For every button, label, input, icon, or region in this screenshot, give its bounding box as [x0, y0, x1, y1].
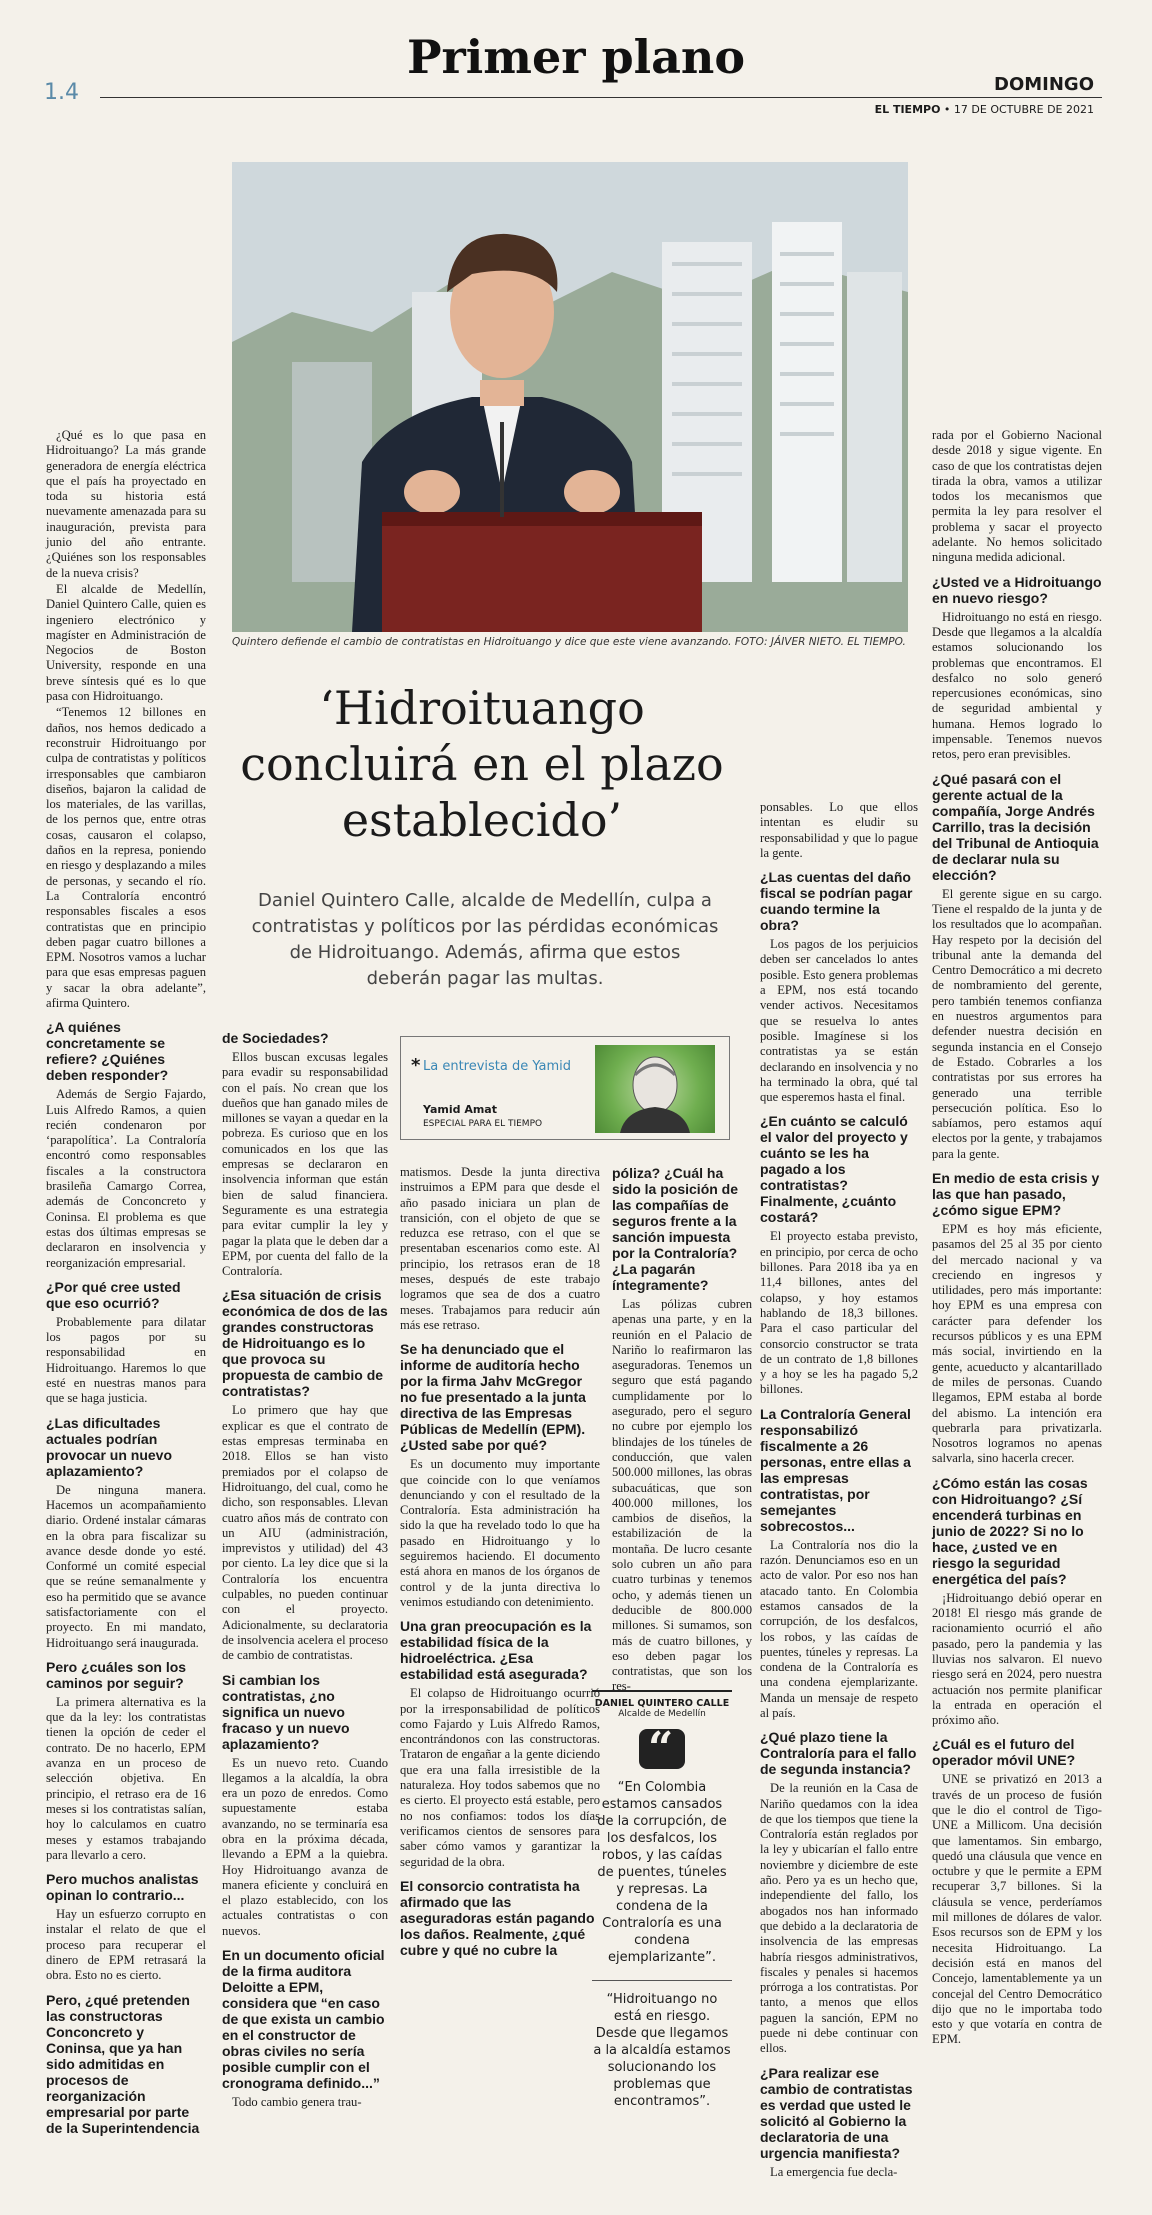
answer: El proyecto estaba previsto, en principio, por cerca de ocho billones. Para 2018 iba ya en 11,4 billones, antes del colapso, y hoy estamos hablando de 18,3 billones. Para el caso particular del consorcio constructor se trata de un contrato de 1,8 billones y a hoy se les ha pagado 5,2 billones.: [760, 1229, 918, 1397]
question: ¿A quiénes concretamente se refiere? ¿Quiénes deben responder?: [46, 1019, 169, 1084]
question: ¿Qué pasará con el gerente actual de la compañía, Jorge Andrés Carrillo, tras la decisión del Tribunal de Antioquia de declarar nula su elección?: [932, 770, 1099, 883]
answer: Es un nuevo reto. Cuando llegamos a la alcaldía, la obra era un pozo de enredos. Como supuestamente estaba avanzando, no se terminaría esa obra en la próxima década, llevando a EPM a la quiebra. Hoy Hidroituango avanza de manera eficiente y concluirá en el plazo establecido, con los actuales contratistas o con nuevos.: [222, 1755, 388, 1938]
question: El consorcio contratista ha afirmado que las aseguradoras están pagando los daños. Realmente, ¿qué cubre y qué no cubre la: [400, 1877, 595, 1958]
quote-divider: [592, 1980, 732, 1981]
answer: El colapso de Hidroituango ocurrió por la irresponsabilidad de políticos como Fajardo y Luis Alfredo Ramos, encontrándonos con las constructoras. Trataron de engañar a la gente diciendo que era una falla irresistible de la naturaleza. Hoy todos sabemos que no es cierto. El proyecto está estable, pero no nos confiamos: todos los días verificamos cientos de sensores para saber cómo vamos y garantizar la seguridad de la obra.: [400, 1686, 600, 1869]
intro-paragraph: “Tenemos 12 billones en daños, nos hemos dedicado a reconstruir Hidroituango por culpa de contratistas y políticos irresponsables que cambiaron diseños, bajaron la calidad de los materiales, de las varillas, de los pernos que, entre otras cosas, causaron el colapso, daños en la represa, poniendo en riesgo y desplazando a miles de personas, y secando el río. La Contraloría encontró responsables fiscales a esos contratistas que en principio deben pagar cuatro billones a EPM. Nosotros vamos a luchar para que esas empresas paguen y sacar la obra adelante”, afirma Quintero.: [46, 705, 206, 1010]
question: ¿Qué plazo tiene la Contraloría para el fallo de segunda instancia?: [760, 1729, 917, 1778]
question: En medio de esta crisis y las que han pasado, ¿cómo sigue EPM?: [932, 1169, 1100, 1218]
question: ¿Las cuentas del daño fiscal se podrían pagar cuando termine la obra?: [760, 869, 913, 934]
date-label: 17 DE OCTUBRE DE 2021: [953, 103, 1094, 116]
question: de Sociedades?: [222, 1030, 329, 1046]
quote-mark-icon: [639, 1729, 685, 1769]
deck: Daniel Quintero Calle, alcalde de Medellín, culpa a contratistas y políticos por las pérdidas económicas de Hidroituango. Además, afirma que estos deberán pagar las multas.: [251, 890, 719, 989]
main-photo: [232, 162, 908, 632]
question: ¿Cómo están las cosas con Hidroituango? ¿Sí encenderá turbinas en junio de 2022? Si no lo hace, ¿usted ve en riesgo la seguridad energética del país?: [932, 1474, 1088, 1587]
question: Pero, ¿qué pretenden las constructoras Conconcreto y Coninsa, que ya han sido admitidas en procesos de reorganización empresarial por parte de la Superintendencia: [46, 1991, 200, 2136]
portrait-illustration: [595, 1045, 715, 1133]
question: póliza? ¿Cuál ha sido la posición de las compañías de seguros frente a la sanción impuesta por la Contraloría? ¿La pagarán íntegramente?: [612, 1165, 739, 1293]
day-label: DOMINGO: [994, 74, 1094, 95]
headline: ‘Hidroituango concluirá en el plazo establecido’: [240, 681, 724, 847]
pull-quote-box: [592, 1690, 732, 2205]
author-role: ESPECIAL PARA EL TIEMPO: [423, 1119, 543, 1129]
header-rule: [100, 97, 1102, 98]
column-2: [222, 1030, 388, 2205]
answer: Los pagos de los perjuicios deben ser cancelados lo antes posible. Esto genera problemas a EPM, nos está tocando vender activos. Necesitamos que se resuelva lo antes posible. Imagínese si los contratistas ya se están declarando en insolvencia y no ha terminado la obra, qué tal que esperemos hasta el final.: [760, 937, 918, 1105]
answer: De la reunión en la Casa de Nariño quedamos con la idea de que los tiempos que tiene la Contraloría están reglados por la ley y ubicarían el fallo entre noviembre y diciembre de este año. Pero ya es un hecho que, independiente del fallo, los abogados nos han informado que debido a la declaratoria de insolvencia de las empresas habría riesgos administrativos, fiscales y penales si hacemos prórroga a los contratistas. Por tanto, a menos que ellos paguen la sanción, EPM no puede ni debe continuar con ellos.: [760, 1781, 918, 2056]
question: Pero muchos analistas opinan lo contrario...: [46, 1871, 199, 1904]
answer: El gerente sigue en su cargo. Tiene el respaldo de la junta y de los resultados que lo acompañan. Hay respeto por la decisión del tribunal ante la demanda del Centro Democrático a mi decreto de nombramiento del gerente, pero también tenemos confianza en nuestros argumentos para defender nuestra decisión en segunda instancia en el Consejo de Estado. Cobrarles a los contratistas por sus errores ha generado una terrible persecución política. Eso lo sabíamos, pero estamos aquí electos por la gente, y trabajamos para la gente.: [932, 886, 1102, 1161]
pull-quote-1: “En Colombia estamos cansados de la corrupción, de los desfalcos, los robos, y las caídas de puentes, túneles y represas. La condena de la Contraloría es una condena ejemplarizante”.: [597, 1780, 727, 1965]
answer: Lo primero que hay que explicar es que el contrato de estas empresas terminaba en 2018. Ellos se han visto premiados por el colapso de Hidroituango, del cual, como he dicho, son responsables. Llevan cuatro años más de contrato con un AIU (administración, imprevistos y utilidad) del 43 por ciento. La ley dice que si la Contraloría los encuentra culpables, no pueden continuar con el proyecto. Adicionalmente, su declaratoria de insolvencia acelera el proceso de cambio de contratistas.: [222, 1403, 388, 1663]
question: ¿Esa situación de crisis económica de dos de las grandes constructoras de Hidroituango es lo que provoca su propuesta de cambio de contratistas?: [222, 1287, 388, 1400]
answer: De ninguna manera. Hacemos un acompañamiento diario. Ordené instalar cámaras en la obra para fiscalizar su avance desde donde yo esté. Conformé un comité especial que se reúne semanalmente y eso ha permitido que se avance satisfactoriamente con el proyecto. En mi mandato, Hidroituango será inaugurada.: [46, 1482, 206, 1650]
answer: rada por el Gobierno Nacional desde 2018 y sigue vigente. En caso de que los contratistas dejen tirada la obra, vamos a utilizar todos los mecanismos que permita la ley para resolver el problema y sacar el proyecto adelante. No hemos solicitado ninguna medida adicional.: [932, 428, 1102, 565]
answer: matismos. Desde la junta directiva instruimos a EPM para que desde el año pasado iniciara un plan de transición, con el objeto de que se reduzca ese retraso, con el que se presentaban escenarios como este. Al principio, los retrasos eran de 18 meses, después de este trabajo logramos que sea de dos a cuatro meses. Trabajamos para reducir aún más ese retraso.: [400, 1165, 600, 1332]
answer: Además de Sergio Fajardo, Luis Alfredo Ramos, a quien recién condenaron por ‘parapolítica’. La Contraloría encontró como responsables fiscales a la constructora brasileña Camargo Correa, además de Conconcreto y Coninsa. El problema es que estas dos últimas empresas se declararon en insolvencia y reorganización empresarial.: [46, 1087, 206, 1270]
answer: UNE se privatizó en 2013 a través de un proceso de fusión que le dio el control de Tigo-UNE a Millicom. Una decisión que lamentamos. Sin embargo, quedó una cláusula que vence en octubre y que le permite a EPM recuperar 3,7 billones. Si la cláusula se vence, perderíamos mil millones de dólares de valor. Esos recursos son de EPM y los necesita Hidroituango. La decisión está en manos del Concejo, lamentablemente ya un concejal del Centro Democrático dijo que no le importaba todo esto y que votaría en contra de EPM.: [932, 1772, 1102, 2047]
question: ¿Por qué cree usted que eso ocurrió?: [46, 1278, 181, 1311]
question: La Contraloría General responsabilizó fiscalmente a 26 personas, entre ellas a las empresas contratistas, por semejantes sobrecostos...: [760, 1405, 911, 1534]
column-5: [760, 800, 918, 2205]
photo-caption: Quintero defiende el cambio de contratistas en Hidroituango y dice que este viene avanzando. FOTO: JÁIVER NIETO. EL TIEMPO.: [232, 636, 906, 648]
answer: Hidroituango no está en riesgo. Desde que llegamos a la alcaldía estamos solucionando los problemas que encontramos. El desfalco no solo generó repercusiones económicas, sino de seguridad ambiental y humana. Hemos logrado lo impensable. Tenemos nuevos retos, pero eran previsibles.: [932, 609, 1102, 762]
star-icon: *: [411, 1055, 421, 1076]
answer: La primera alternativa es la que da la ley: los contratistas tienen la opción de ceder el contrato. De no hacerlo, EPM avanza en un proceso de selección objetiva. En principio, el retraso era de 16 meses si los contratistas salían, hoy lo calculamos en cuatro meses y estamos trabajando para llevarlo a cero.: [46, 1694, 206, 1862]
author-name: Yamid Amat: [423, 1103, 497, 1116]
question: ¿Usted ve a Hidroituango en nuevo riesgo?: [932, 573, 1102, 606]
answer: Las pólizas cubren apenas una parte, y en la reunión en el Palacio de Nariño lo reafirmaron las aseguradoras. Tenemos un seguro que está pagando cumplidamente por lo asegurado, pero el seguro no cubre por ejemplo los blindajes de los túneles de conducción, que valen 500.000 millones, las obras subacuáticas, que son 400.000 millones, los cambios de diseños, la estabilización de la montaña. De lucro cesante solo cubren un año para cuatro turbinas y tenemos ocho, y además tienen un deducible de 800.000 millones. Si sumamos, son más de cuatro billones, y eso deben pagar los contratistas, que son los res-: [612, 1297, 752, 1694]
answer: EPM es hoy más eficiente, pasamos del 25 al 35 por ciento del mercado nacional y va creciendo en ingresos y utilidades, pero más importante: hoy EPM es una empresa con carácter para defender los recursos públicos y es una EPM más social, invirtiendo en la gente, acueducto y alcantarillado de miles de personas. Cuando llegamos, EPM estaba al borde del abismo. La intención era quebrarla para privatizarla. Nosotros logramos no apenas salvarla, sino hacerla crecer.: [932, 1221, 1102, 1466]
interview-kicker: La entrevista de Yamid: [423, 1059, 572, 1074]
answer: La emergencia fue decla-: [770, 2164, 898, 2179]
answer: Es un documento muy importante que coincide con lo que veníamos denunciando y con el resultado de la Contraloría. Esta administración ha sido la que ha revelado todo lo que ha pasado en Hidroituango y lo seguiremos haciendo. El documento está ahora en manos de los órganos de control y de la junta directiva lo venimos estudiando con detenimiento.: [400, 1457, 600, 1609]
question: ¿Cuál es el futuro del operador móvil UNE?: [932, 1736, 1076, 1769]
photo-illustration: [232, 162, 908, 632]
question: ¿Para realizar ese cambio de contratistas es verdad que usted le solicitó al Gobierno la declaratoria de una urgencia manifiesta?: [760, 2064, 913, 2161]
author-portrait: [595, 1045, 715, 1133]
question: En un documento oficial de la firma auditora Deloitte a EPM, considera que “en caso de que exista un cambio en el constructor de obras civiles no sería posible cumplir con el cronograma definido...”: [222, 1947, 385, 2092]
interview-box: [400, 1036, 730, 1140]
question: Pero ¿cuáles son los caminos por seguir?: [46, 1658, 187, 1691]
brand-name: EL TIEMPO: [874, 103, 941, 116]
column-6: [932, 428, 1102, 2205]
answer: ponsables. Lo que ellos intentan es eludir su responsabilidad y que lo pague la gente.: [760, 800, 918, 860]
answer: Hay un esfuerzo corrupto en instalar el relato de que el proceso para recuperar el dinero de EPM retrasará la obra. Esto no es cierto.: [46, 1907, 206, 1983]
answer: ¡Hidroituango debió operar en 2018! El riesgo más grande de racionamiento ocurrió el año pasado, pero la pandemia y las lluvias nos salvaron. El nuevo riesgo será en 2024, pero nuestra actuación nos permite planificar la entrada en operación el próximo año.: [932, 1590, 1102, 1728]
question: Se ha denunciado que el informe de auditoría hecho por la firma Jahv McGregor no fue presentado a la junta directiva de las Empresas Públicas de Medellín (EPM). ¿Usted sabe por qué?: [400, 1341, 586, 1454]
quote-role: Alcalde de Medellín: [618, 1709, 706, 1719]
quote-name: DANIEL QUINTERO CALLE: [592, 1690, 732, 1709]
intro-paragraph: ¿Qué es lo que pasa en Hidroituango? La más grande generadora de energía eléctrica que el país ha proyectado en toda su historia está nuevamente amenazada para su inauguración, prevista para junio del año entrante. ¿Quiénes son los responsables de la nueva crisis?: [46, 428, 206, 580]
page-header: [0, 0, 1152, 116]
dateline: EL TIEMPO • 17 DE OCTUBRE DE 2021: [874, 103, 1094, 116]
answer: Probablemente para dilatar los pagos por su responsabilidad en Hidroituango. Haremos lo que esté en nuestras manos para que se haga justicia.: [46, 1314, 206, 1406]
column-1: [46, 428, 206, 2205]
question: ¿En cuánto se calculó el valor del proyecto y cuánto se les ha pagado a los contratistas? Finalmente, ¿cuánto costará?: [760, 1113, 908, 1226]
column-3: [400, 1165, 600, 2205]
intro-paragraph: El alcalde de Medellín, Daniel Quintero Calle, quien es ingeniero electrónico y magíster en Administración de Negocios de Boston University, responde en una breve síntesis qué es lo que pasa con Hidroituango.: [46, 581, 206, 704]
answer: La Contraloría nos dio la razón. Denunciamos eso en un acto de valor. Por eso nos han atacado tanto. En Colombia estamos cansados de la corrupción, de los desfalcos, los robos, y las caídas de puentes, túneles y represas. La condena de la Contraloría es una condena ejemplarizante. Manda un mensaje de respeto al país.: [760, 1537, 918, 1720]
column-4: [612, 1165, 752, 1694]
question: Una gran preocupación es la estabilidad física de la hidroeléctrica. ¿Esa estabilidad está asegurada?: [400, 1618, 592, 1683]
answer: Todo cambio genera trau-: [232, 2095, 362, 2110]
question: Si cambian los contratistas, ¿no significa un nuevo fracaso y un nuevo aplazamiento?: [222, 1671, 350, 1752]
question: ¿Las dificultades actuales podrían provocar un nuevo aplazamiento?: [46, 1414, 173, 1479]
page-number: 1.4: [44, 80, 79, 105]
section-title: Primer plano: [406, 30, 746, 84]
answer: Ellos buscan excusas legales para evadir su responsabilidad con el país. No crean que los dueños que han ganado miles de millones se vayan a quedar en la pobreza. Es curioso que en los comunicados en los que las empresas se declararon en insolvencia informan que están bien de salud financiera. Seguramente es una estrategia para evitar cumplir la ley y pagar la plata que le deben dar a EPM, por cuenta del fallo de la Contraloría.: [222, 1050, 388, 1279]
pull-quote-2: “Hidroituango no está en riesgo. Desde que llegamos a la alcaldía estamos solucionando los problemas que encontramos”.: [593, 1992, 731, 2109]
